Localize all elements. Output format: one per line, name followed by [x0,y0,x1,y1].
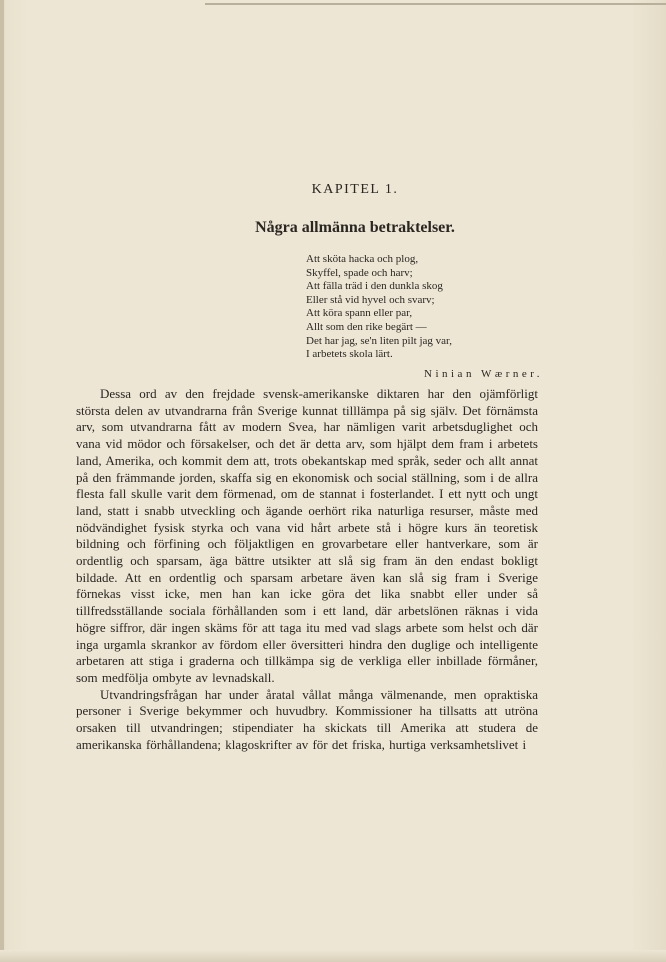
poem-line: Skyffel, spade och harv; [306,266,413,279]
paragraph: Dessa ord av den frejdade svensk-amerikanske diktaren har den ojämförligt största delen av utvandrarna från Sverige kunnat tilllämpa på sig själv. Det förnämsta arv, som utvandrarna fått av modern Svea, har nämligen varit arbetsduglighet och vana vid mödor och försakelser, och det är detta arv, som hjälpt dem fram i arbetets land, Amerika, och kommit dem att, trots obekantskap med språk, seder och allt annat på den främmande jorden, skaffa sig en ekonomisk och social ställning, som i de allra flesta fall skulle varit dem förmenad, om de stannat i fosterlandet. I ett nytt och ungt land, statt i snabb utveckling och ägande oerhört rika naturliga resurser, måste med nödvändighet fysisk styrka och vana vid hårt arbete stå i högre kurs än teoretisk bildning och förfining och följaktligen en grovarbetare eller hantverkare, som är ordentlig och sparsam, äga bättre utsikter att slå sig fram än den endast bokligt bildade. Att en ordentlig och sparsam arbetare även kan slå sig fram i Sverige förnekas visst icke, men han kan icke göra det lika snabbt eller under så tillfredsställande sociala förhållanden som i ett land, där arbetslönen räknas i vida högre siffror, där ingen skäms för att taga itu med vad slags arbete som helst och där inga urgamla skrankor av fördom eller översitteri hindra den duglige och intelligente arbetaren att stiga i graderna och tillkämpa sig de verkliga eller inbillade förmåner, som medfölja ombyte av levnadskall. [76,386,538,685]
poem-line: I arbetets skola lärt. [306,348,393,361]
chapter-heading: KAPITEL 1. [311,182,399,197]
section-title: Några allmänna betraktelser. [255,219,455,236]
page-bottom-edge [0,950,666,962]
paragraph: Utvandringsfrågan har under åratal vållat många välmenande, men opraktiska personer i Sverige bekymmer och huvudbry. Kommissioner ha tillsatts att utröna orsaken till utvandringen; stipendiater ha skickats till Amerika att studera de amerikanska förhållandena; klagoskrifter av för det friska, hurtiga verksamhetslivet i [76,686,538,752]
poem-line: Att fälla träd i den dunkla skog [306,280,443,293]
page-binding-shadow [0,0,4,962]
poem-line: Att köra spann eller par, [306,307,413,320]
poem-line: Det har jag, se'n liten pilt jag var, [306,334,453,347]
top-edge-rule [205,3,666,5]
epigraph-poem [306,253,452,362]
poem-author: Ninian Wærner. [424,368,544,380]
poem-line: Att sköta hacka och plog, [306,253,419,265]
poem-line: Allt som den rike begärt — [306,320,427,333]
poem-line: Eller stå vid hyvel och svarv; [306,293,435,306]
body-text [76,386,538,753]
